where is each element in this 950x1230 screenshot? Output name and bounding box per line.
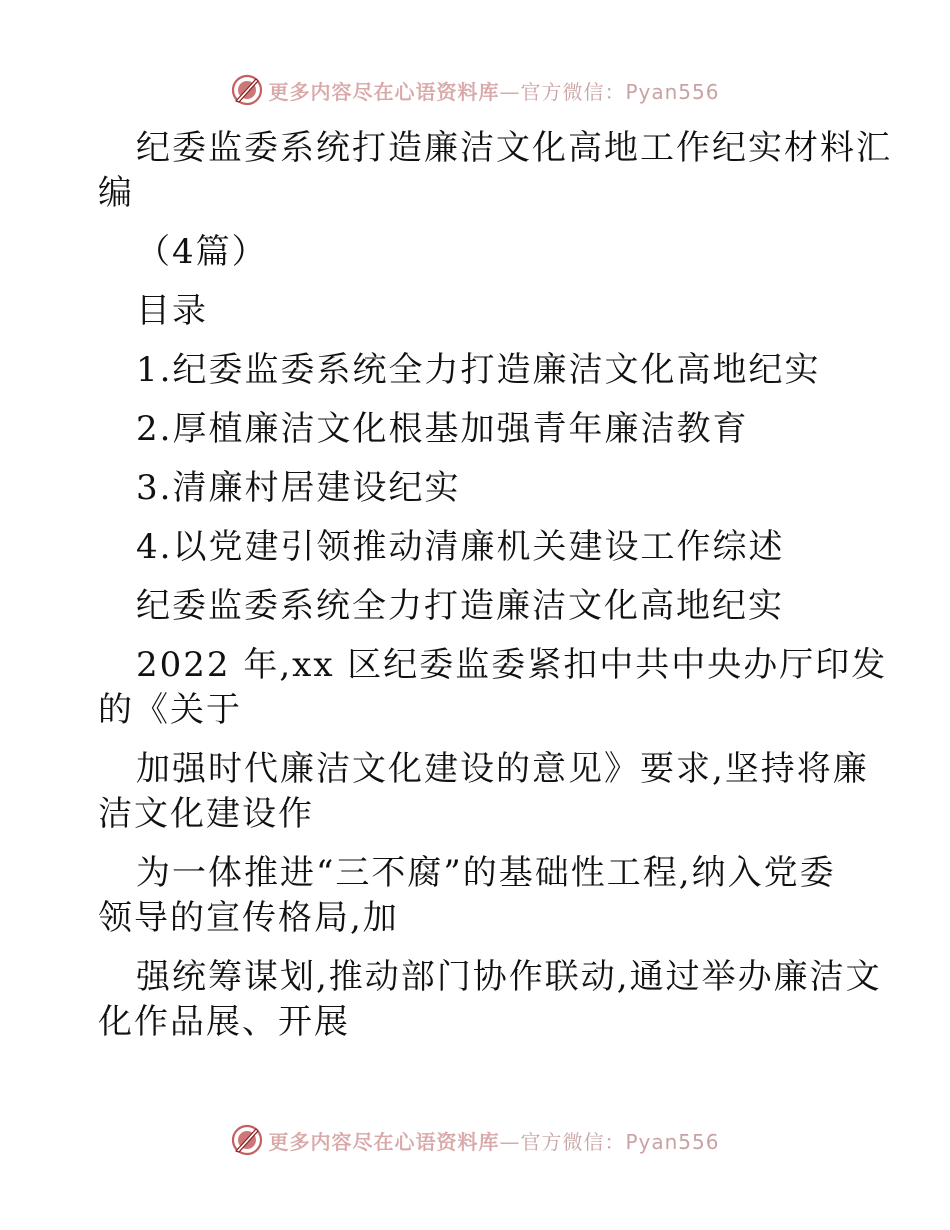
document-line: 洁文化建设作 — [98, 794, 314, 834]
document-line: 的《关于 — [98, 690, 242, 730]
footer-watermark-banner — [0, 1120, 950, 1160]
document-line: 2022 年,xx 区纪委监委紧扣中共中央办厅印发 — [136, 645, 888, 685]
document-line: 加强时代廉洁文化建设的意见》要求,坚持将廉 — [136, 749, 869, 789]
header-watermark-banner — [0, 70, 950, 110]
document-line: 目录 — [136, 291, 208, 331]
quill-seal-logo-icon — [230, 73, 264, 107]
document-body — [98, 126, 892, 1045]
watermark-wechat: 官方微信：Pyan556 — [520, 79, 720, 104]
document-line: （4篇） — [136, 232, 268, 272]
document-line: 2.厚植廉洁文化根基加强青年廉洁教育 — [136, 409, 749, 449]
document-line: 纪委监委系统打造廉洁文化高地工作纪实材料汇 — [136, 128, 892, 168]
watermark-text — [268, 76, 719, 105]
watermark-site-name: 更多内容尽在心语资料库 — [268, 79, 500, 104]
watermark-dash: — — [499, 79, 521, 104]
document-line: 为一体推进“三不腐”的基础性工程,纳入党委 — [136, 853, 836, 893]
document-line: 领导的宣传格局,加 — [98, 898, 399, 938]
watermark-wechat: 官方微信：Pyan556 — [520, 1129, 720, 1154]
document-line: 化作品展、开展 — [98, 1002, 350, 1042]
document-line: 编 — [98, 173, 134, 213]
document-line: 4.以党建引领推动清廉机关建设工作综述 — [136, 527, 785, 567]
watermark-dash: — — [499, 1129, 521, 1154]
watermark-site-name: 更多内容尽在心语资料库 — [268, 1129, 500, 1154]
document-line: 强统筹谋划,推动部门协作联动,通过举办廉洁文 — [136, 957, 882, 997]
document-line: 3.清廉村居建设纪实 — [136, 468, 461, 508]
document-line: 1.纪委监委系统全力打造廉洁文化高地纪实 — [136, 350, 821, 390]
watermark-text — [268, 1126, 719, 1155]
document-line: 纪委监委系统全力打造廉洁文化高地纪实 — [136, 586, 784, 626]
quill-seal-logo-icon — [230, 1123, 264, 1157]
